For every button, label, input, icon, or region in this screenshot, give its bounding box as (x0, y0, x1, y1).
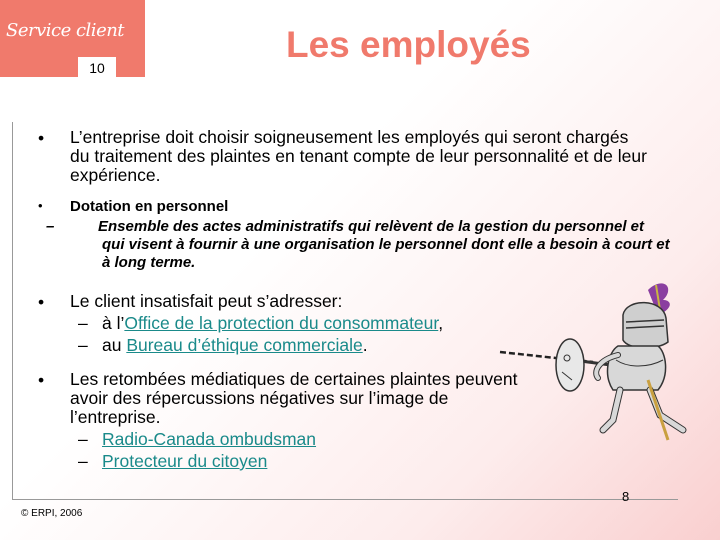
section-title: Service client (6, 20, 125, 41)
link-office-protection-consommateur[interactable]: Office de la protection du consommateur (124, 313, 439, 333)
bullet-dotation (46, 197, 670, 272)
link-bureau-ethique-commerciale[interactable]: Bureau d’éthique commerciale (126, 335, 363, 355)
bullet-media (70, 370, 520, 471)
bullet-marker: • (38, 370, 45, 390)
bullet-text: Les retombées médiatiques de certaines plaintes peuvent avoir des répercussions négatives sur l’image de l’entreprise. (70, 369, 518, 427)
bullet-marker: • (38, 128, 45, 148)
knight-with-lance-icon (498, 280, 688, 450)
link-radio-canada-ombudsman[interactable]: Radio-Canada ombudsman (102, 429, 317, 449)
slide-number: 8 (622, 489, 630, 504)
link-protecteur-du-citoyen[interactable]: Protecteur du citoyen (102, 451, 268, 471)
dash: – (46, 218, 55, 235)
bullet-marker: • (38, 198, 43, 213)
list-item (70, 430, 520, 449)
slide-title: Les employés (286, 24, 531, 65)
bullet-heading: Dotation en personnel (70, 198, 229, 215)
item-suffix: . (362, 335, 368, 355)
item-prefix: au (102, 335, 127, 355)
list-item (70, 452, 520, 471)
left-divider (12, 122, 13, 499)
dash: – (78, 335, 88, 355)
bottom-divider (12, 499, 678, 500)
list-item (70, 314, 550, 333)
bullet-text: Le client insatisfait peut s’adresser: (70, 291, 343, 311)
item-suffix: , (438, 313, 444, 333)
definition-text (46, 218, 670, 272)
page-box-number: 10 (78, 57, 116, 77)
dash: – (78, 429, 88, 449)
header-corner-box (0, 0, 145, 77)
bullet-marker: • (38, 292, 45, 312)
item-prefix: à l’ (102, 313, 125, 333)
dash: – (78, 313, 88, 333)
definition-body: Ensemble des actes administratifs qui relèvent de la gestion du personnel et qui visent à fournir à une organisation le personnel dont elle a besoin à court et à long terme. (98, 218, 670, 271)
copyright: © ERPI, 2006 (21, 508, 83, 519)
bullet-recourse (70, 292, 550, 355)
dash: – (78, 451, 88, 471)
list-item (70, 336, 550, 355)
bullet-text: L’entreprise doit choisir soigneusement les employés qui seront chargés du traitement des plaintes en tenant compte de leur personnalité et de leur expérience. (70, 127, 647, 185)
